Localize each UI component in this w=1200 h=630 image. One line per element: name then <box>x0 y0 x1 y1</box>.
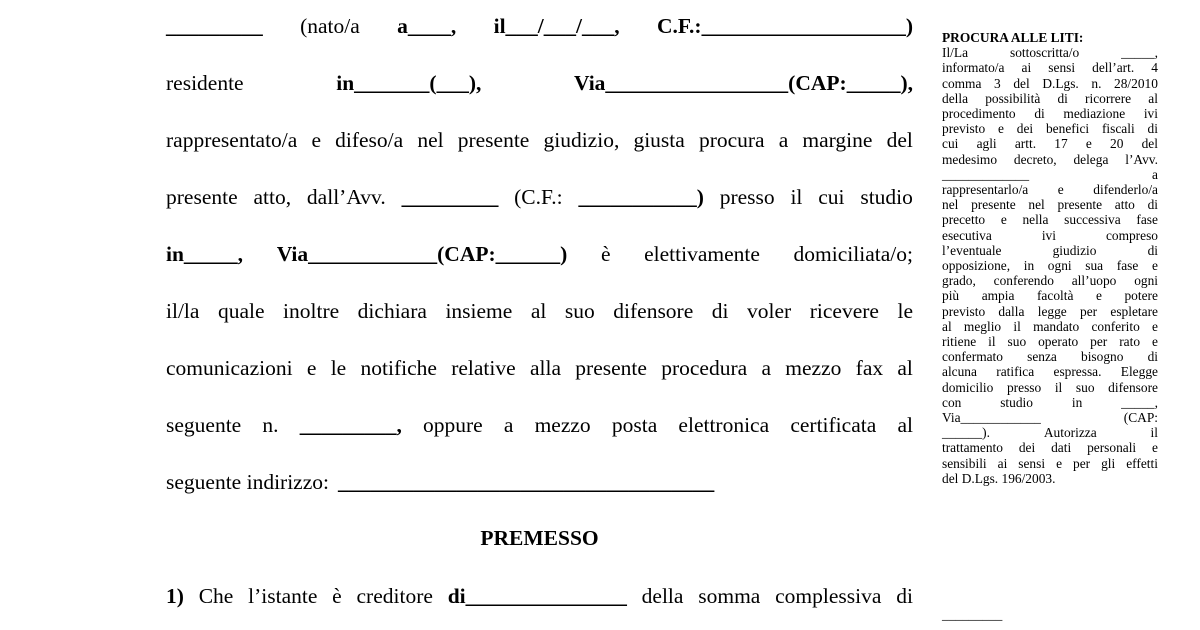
procura-line <box>942 91 1158 106</box>
word: presso <box>719 185 775 209</box>
word: oppure <box>422 413 483 437</box>
procura-line <box>942 228 1158 243</box>
procura-line <box>942 45 1158 60</box>
procura-line <box>942 258 1158 273</box>
word: per <box>1073 455 1091 471</box>
procura-line <box>942 152 1158 167</box>
word: _____, <box>1121 45 1158 61</box>
word: nella <box>1022 212 1049 228</box>
word: al <box>897 413 913 437</box>
word: bisogno <box>1081 349 1124 365</box>
word: sua <box>1085 258 1104 274</box>
word: Elegge <box>1120 364 1158 380</box>
word: dell’art. <box>1092 60 1135 76</box>
word: comunicazioni <box>166 356 293 380</box>
word: dalla <box>998 303 1025 319</box>
signature-line: _________ <box>942 607 1003 622</box>
word: procedura <box>661 356 748 380</box>
word: difeso/a <box>335 128 404 152</box>
word: di <box>1057 90 1068 106</box>
party-line-6 <box>166 296 913 326</box>
word: Autorizza <box>1043 425 1097 441</box>
word: del <box>1013 75 1030 91</box>
word: suo <box>1007 334 1027 350</box>
word: confermato <box>942 349 1003 365</box>
word: ______). <box>942 425 990 441</box>
word: a <box>761 356 771 380</box>
word: studio <box>1000 394 1033 410</box>
party-line-7 <box>166 353 913 383</box>
word: (nato/a <box>300 14 360 38</box>
procura-line <box>942 380 1158 395</box>
fill-in-blank: Via_________________(CAP:_____), <box>573 71 913 95</box>
word: e <box>311 128 321 152</box>
word: personali <box>1087 440 1137 456</box>
fill-in-blank: Via____________(CAP:______) <box>276 242 568 266</box>
word: seguente <box>166 413 242 437</box>
word: grado, <box>942 273 976 289</box>
word: conferendo <box>993 273 1054 289</box>
word: in <box>1023 258 1035 274</box>
word: elettronica <box>678 413 770 437</box>
word: di <box>1147 121 1158 137</box>
word: della <box>641 584 684 608</box>
word: potere <box>1124 288 1158 304</box>
word: a <box>503 413 514 437</box>
word: (CAP: <box>1123 410 1158 426</box>
word: di <box>1147 242 1158 258</box>
word: giudizio, <box>543 128 620 152</box>
word: 4 <box>1151 60 1158 76</box>
word: presente <box>457 128 530 152</box>
word: gli <box>1101 455 1116 471</box>
party-line-3 <box>166 125 913 155</box>
word: successiva <box>1064 212 1121 228</box>
word: l’Avv. <box>1125 151 1158 167</box>
procura-line <box>942 212 1158 227</box>
word: sensibili <box>942 455 987 471</box>
procura-line <box>942 471 1158 486</box>
word: 28/2010 <box>1114 75 1158 91</box>
word: 20 <box>1110 136 1124 152</box>
fill-in-blank: a____, <box>397 14 457 38</box>
word: a <box>1152 166 1158 182</box>
word: e <box>1151 334 1158 350</box>
procura-line <box>942 106 1158 121</box>
fill-in-blank: il___/___/___, <box>493 14 620 38</box>
word: nel <box>417 128 444 152</box>
word: il <box>790 185 803 209</box>
word: relative <box>451 356 516 380</box>
word: n. <box>262 413 279 437</box>
party-line-5 <box>166 239 913 269</box>
word: comma <box>942 75 982 91</box>
party-line-4 <box>166 182 913 212</box>
word: n. <box>1091 75 1102 91</box>
word: domiciliata/o; <box>793 242 913 266</box>
word: al <box>897 356 913 380</box>
word: per <box>1090 334 1108 350</box>
word: e <box>1056 455 1063 471</box>
procura-line <box>942 349 1158 364</box>
party-line-2 <box>166 68 913 98</box>
procura-line <box>942 121 1158 136</box>
word: trattamento <box>942 440 1003 456</box>
word: le <box>897 299 913 323</box>
procura-line <box>942 167 1158 182</box>
word: giudizio <box>1052 242 1097 258</box>
word: espressa. <box>1053 364 1102 380</box>
fill-in-blank: in_______(___), <box>336 71 482 95</box>
fill-in-blank: _________ <box>401 185 499 209</box>
word: di <box>1147 349 1158 365</box>
word: somma <box>698 584 761 608</box>
word: e <box>1057 182 1064 198</box>
word: precetto <box>942 212 986 228</box>
procura-line <box>942 319 1158 334</box>
word: ogni <box>1047 258 1072 274</box>
word: con <box>942 394 962 410</box>
procura-line <box>942 60 1158 75</box>
word: ratifica <box>996 364 1035 380</box>
procura-text <box>942 45 1158 486</box>
word: ai <box>997 455 1008 471</box>
word: operato <box>1038 334 1079 350</box>
word: sottoscritta/o <box>1010 45 1080 61</box>
word: suo <box>1075 379 1095 395</box>
word: difensore <box>1108 379 1158 395</box>
word: e <box>1152 318 1158 334</box>
word: elettivamente <box>644 242 760 266</box>
word: fax <box>855 356 884 380</box>
word: di <box>1034 106 1045 122</box>
word: in <box>1071 394 1083 410</box>
word: effetti <box>1126 455 1158 471</box>
word: sensi <box>1018 455 1046 471</box>
word: facoltà <box>1036 288 1074 304</box>
word: presso <box>1006 379 1042 395</box>
word: di <box>896 584 913 608</box>
word: atto <box>1114 197 1135 213</box>
word: è <box>600 242 611 266</box>
word: le <box>330 356 347 380</box>
word: nel <box>942 197 959 213</box>
word: l’eventuale <box>942 242 1002 258</box>
word: domicilio <box>942 379 994 395</box>
word: più <box>942 288 960 304</box>
word: ai <box>1021 60 1032 76</box>
word: al <box>1148 90 1158 106</box>
word: presente <box>575 356 647 380</box>
procura-line <box>942 197 1158 212</box>
word: del <box>886 128 913 152</box>
word: alla <box>529 356 561 380</box>
party-line-1 <box>166 11 913 41</box>
word: conferito <box>1091 318 1140 334</box>
word: di <box>1147 197 1158 213</box>
word: e <box>1085 136 1092 152</box>
word: giusta <box>633 128 685 152</box>
word: suo <box>564 299 595 323</box>
procura-line <box>942 182 1158 197</box>
word: mezzo <box>785 356 842 380</box>
procura-line <box>942 440 1158 455</box>
procura-line <box>942 243 1158 258</box>
word: insieme <box>445 299 513 323</box>
word: e <box>1095 288 1102 304</box>
party-line-8 <box>166 410 913 440</box>
word: e <box>1000 212 1007 228</box>
word: inoltre <box>283 299 340 323</box>
procura-line <box>942 334 1158 349</box>
fill-in-blank: in_____, <box>166 242 244 266</box>
word: ampia <box>981 288 1015 304</box>
address-line <box>166 467 913 497</box>
word: sensi <box>1048 60 1076 76</box>
word: opposizione, <box>942 258 1011 274</box>
word: e <box>997 121 1004 137</box>
procura-line <box>942 410 1158 425</box>
word: e <box>1152 258 1158 274</box>
word: (C.F.: <box>514 185 563 209</box>
word: fase <box>1136 212 1158 228</box>
word: dichiara <box>357 299 427 323</box>
address-blank: ___________________________________ <box>337 470 715 494</box>
word: ricevere <box>809 299 879 323</box>
word: all’uopo <box>1071 273 1117 289</box>
word: legge <box>1037 303 1067 319</box>
item-1-line <box>166 581 913 611</box>
word: D.Lgs. <box>1042 75 1079 91</box>
word: mediazione <box>1063 106 1126 122</box>
fill-in-blank: _________, <box>299 413 402 437</box>
fill-in-blank: ___________) <box>578 185 704 209</box>
word: notifiche <box>360 356 437 380</box>
word: 3 <box>994 75 1001 91</box>
word: cui <box>818 185 845 209</box>
procura-line <box>942 273 1158 288</box>
word: rappresentarlo/a <box>942 182 1029 198</box>
word: mandato <box>1033 318 1080 334</box>
word: presente <box>1057 197 1103 213</box>
fill-in-blank: _________ <box>166 14 263 38</box>
word: compreso <box>1105 227 1158 243</box>
word: cui <box>942 136 959 152</box>
word: per <box>1080 303 1098 319</box>
word: senza <box>1027 349 1057 365</box>
word: residente <box>166 71 244 95</box>
word: il <box>1150 425 1158 441</box>
word: a <box>778 128 789 152</box>
word: il/la <box>166 299 200 323</box>
word: fiscali <box>1101 121 1135 137</box>
procura-alle-liti-sidebar <box>942 30 1158 622</box>
word: rato <box>1119 334 1141 350</box>
word: previsto <box>942 121 986 137</box>
procura-line <box>942 364 1158 379</box>
word: ivi <box>1143 106 1158 122</box>
word: informato/a <box>942 60 1005 76</box>
word: meglio <box>963 318 1002 334</box>
word: fase <box>1116 258 1139 274</box>
word: e <box>306 356 317 380</box>
word: l’istante <box>248 584 318 608</box>
word: 17 <box>1054 136 1068 152</box>
word: _____________ <box>942 166 1030 182</box>
word: delega <box>1073 151 1109 167</box>
fill-in-blank: C.F.:___________________) <box>656 14 913 38</box>
word: ogni <box>1134 273 1158 289</box>
word: di <box>711 299 729 323</box>
word: procedimento <box>942 106 1016 122</box>
word: decreto, <box>1013 151 1057 167</box>
word: voler <box>747 299 792 323</box>
fill-in-blank: di_______________ <box>447 584 627 608</box>
procura-line <box>942 304 1158 319</box>
word: Via____________ <box>942 410 1041 426</box>
premesso-heading: PREMESSO <box>480 526 599 550</box>
word: al <box>942 318 952 334</box>
procura-title: PROCURA ALLE LITI: <box>942 30 1084 45</box>
word: atto, <box>253 185 292 209</box>
word: studio <box>860 185 913 209</box>
word: dei <box>1018 440 1036 456</box>
word: previsto <box>942 303 986 319</box>
word: medesimo <box>942 151 998 167</box>
word: della <box>942 90 969 106</box>
word: ritiene <box>942 334 977 350</box>
address-label: seguente indirizzo: <box>166 470 329 494</box>
word: difenderlo/a <box>1093 182 1158 198</box>
word: il <box>1013 318 1021 334</box>
procura-line <box>942 76 1158 91</box>
word: dei <box>1016 121 1034 137</box>
word: esecutiva <box>942 227 992 243</box>
word: rappresentato/a <box>166 128 298 152</box>
procura-line <box>942 456 1158 471</box>
procura-line <box>942 288 1158 303</box>
word: ivi <box>1041 227 1056 243</box>
word: e <box>1152 440 1158 456</box>
word: complessiva <box>775 584 882 608</box>
item-1-number: 1) <box>166 584 184 608</box>
word: artt. <box>1014 136 1037 152</box>
word: difensore <box>613 299 694 323</box>
word: alcuna <box>942 364 977 380</box>
word: il <box>1054 379 1063 395</box>
word: al <box>530 299 547 323</box>
word: il <box>988 334 996 350</box>
word: margine <box>802 128 873 152</box>
word: agli <box>976 136 997 152</box>
procura-line <box>942 425 1158 440</box>
procura-line <box>942 136 1158 151</box>
word: nel <box>1028 197 1045 213</box>
word: espletare <box>1110 303 1158 319</box>
word: certificata <box>790 413 877 437</box>
word: è <box>332 584 342 608</box>
word: presente <box>166 185 238 209</box>
word: Il/La <box>942 45 969 61</box>
word: Che <box>198 584 234 608</box>
word: posta <box>611 413 658 437</box>
word: mezzo <box>534 413 591 437</box>
word: quale <box>217 299 265 323</box>
word: procura <box>698 128 765 152</box>
word: del D.Lgs. 196/2003. <box>942 470 1056 486</box>
word: possibilità <box>985 90 1041 106</box>
word: del <box>1141 136 1158 152</box>
word: creditore <box>356 584 433 608</box>
word: dati <box>1051 440 1072 456</box>
word: presente <box>971 197 1016 213</box>
word: ricorrere <box>1085 90 1132 106</box>
word: benefici <box>1045 121 1090 137</box>
word: dall’Avv. <box>306 185 386 209</box>
word: _____, <box>1121 394 1158 410</box>
procura-line <box>942 395 1158 410</box>
